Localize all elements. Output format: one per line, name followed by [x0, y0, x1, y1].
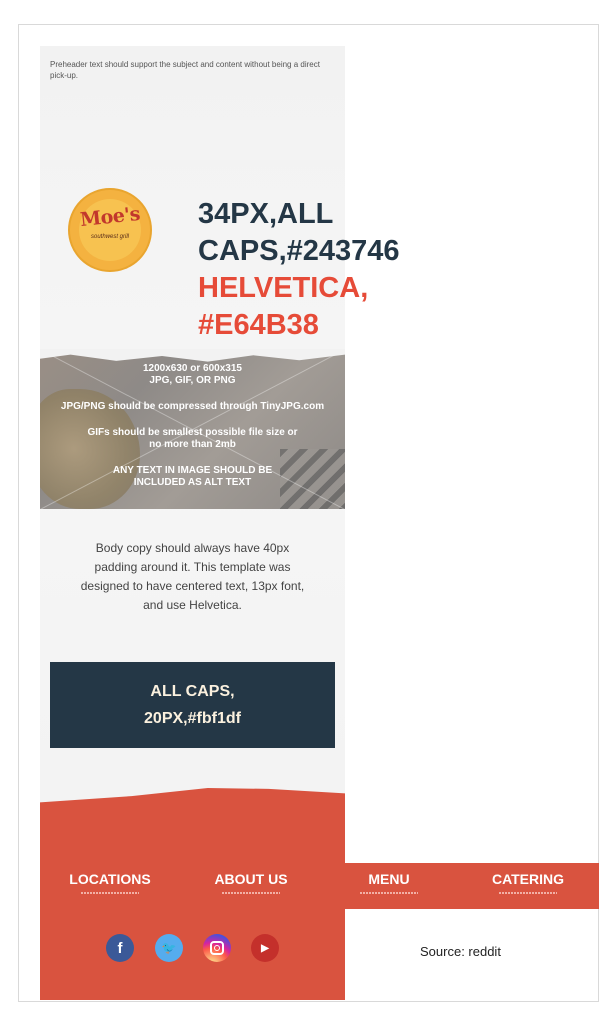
hero-gif-spec-1: GIFs should be smallest possible file size or	[87, 427, 298, 438]
cta-button[interactable]	[50, 662, 335, 748]
hero-specs	[40, 363, 345, 499]
twitter-glyph: 🐦	[161, 941, 177, 955]
instagram-icon[interactable]	[203, 934, 231, 962]
nav-underline	[81, 892, 139, 894]
nav-underline	[499, 892, 557, 894]
cta-line-2: 20PX,#fbf1df	[144, 710, 241, 727]
nav-item-about-us[interactable]	[208, 871, 294, 894]
hero-compress-spec: JPG/PNG should be compressed through TinyJPG.com	[60, 401, 325, 412]
body-copy: Body copy should always have 40px padding around it. This template was designed to have centered text, 13px font, and use Helvetica.	[80, 541, 305, 612]
nav-label-catering: CATERING	[491, 871, 565, 887]
hero-alt-spec-1: ANY TEXT IN IMAGE SHOULD BE	[112, 465, 273, 476]
nav-underline	[360, 892, 418, 894]
nav-label-about-us: ABOUT US	[214, 871, 288, 887]
moes-logo[interactable]	[68, 188, 152, 272]
headline-line-1: 34PX,ALL	[198, 198, 334, 230]
nav-label-menu: MENU	[368, 871, 410, 887]
hero-alt-spec-2: INCLUDED AS ALT TEXT	[133, 477, 252, 488]
torn-edge	[40, 349, 345, 363]
nav-underline	[222, 892, 280, 894]
nav-item-menu[interactable]	[346, 871, 432, 894]
headline	[198, 196, 438, 344]
cta-line-1: ALL CAPS,	[150, 683, 235, 700]
facebook-icon[interactable]	[106, 934, 134, 962]
nav-item-locations[interactable]	[67, 871, 153, 894]
footer-nav	[40, 863, 599, 909]
headline-line-4: #E64B38	[198, 309, 319, 341]
youtube-icon[interactable]	[251, 934, 279, 962]
nav-item-catering[interactable]	[485, 871, 571, 894]
hero-size-spec: 1200x630 or 600x315	[143, 363, 242, 374]
headline-line-3: HELVETICA,	[198, 272, 369, 304]
hero-gif-spec-2: no more than 2mb	[149, 439, 236, 450]
instagram-glyph	[210, 941, 224, 955]
twitter-icon[interactable]	[155, 934, 183, 962]
hero-image-placeholder	[40, 349, 345, 509]
preheader-text: Preheader text should support the subject and content without being a direct pick-up.	[50, 60, 320, 80]
facebook-glyph: f	[117, 939, 123, 957]
youtube-glyph: ▶	[261, 942, 269, 954]
logo-wordmark: Moe's	[79, 202, 141, 232]
headline-line-2: CAPS,#243746	[198, 235, 400, 267]
source-caption: Source: reddit	[420, 944, 501, 959]
nav-label-locations: LOCATIONS	[69, 871, 151, 887]
hero-format-spec: JPG, GIF, OR PNG	[149, 375, 236, 386]
logo-tagline: southwest grill	[90, 234, 129, 240]
